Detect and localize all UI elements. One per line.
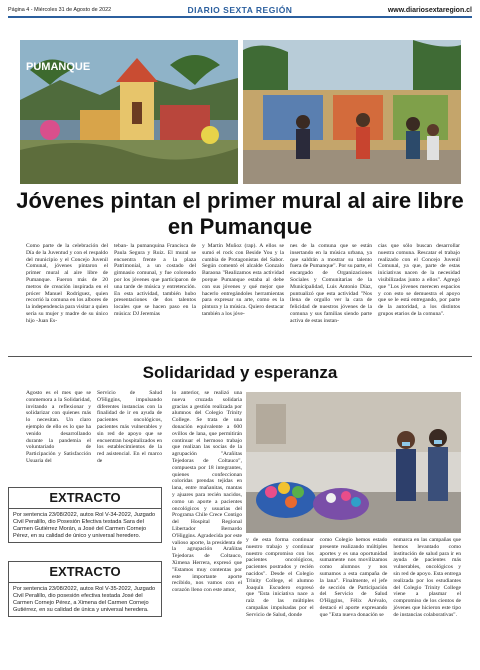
- painting-event-image: [243, 40, 461, 184]
- main-article-col-2: teban- la pumanquina Francisca de Paula Segura y Ruiz. El mural se encuentra frente a la plaza Patrimonial, a un costado del gimnasio comunal, y fue coloreado por los jóvenes que participaron de una tarde de música y entretención. En esta actividad, también hubo presentaciones de dos talentos locales que se hacen paso en la música: DJ Jeremías: [114, 243, 196, 317]
- extracto-notice-2: [8, 561, 162, 617]
- page-info: Página 4 - Miércoles 31 de Agosto de 2022: [8, 7, 112, 13]
- second-article-col-2: Servicio de Salud O'Higgins, impulsando diferentes instancias con la finalidad de ir en ayuda de pacientes oncológicos, pacientes más vulnerables y sin red de apoyo que se encuentran hospitalizados en los establecimientos de la red asistencial. En el marco de: [97, 390, 162, 464]
- donation-photo: [246, 392, 461, 533]
- main-article-col-1: Como parte de la celebración del Día de la Juventud y con el respaldo del municipio y el Concejo Juvenil Comunal, jóvenes pintaron el primer mural al aire libre de Pumanque. Fueron más de 20 metros de creación inspirada en el prócer Manuel Rodríguez, quien recorrió la comuna en los albores de la independencia para visitar a quien sería su mujer y madre de su único hijo -Juan Es-: [26, 243, 108, 324]
- donation-image: [246, 392, 461, 533]
- extracto-notice-1: [8, 487, 162, 543]
- mural-painted-text: PUMANQUE: [26, 61, 91, 73]
- painting-event-photo: [243, 40, 461, 184]
- page-header: [8, 4, 472, 18]
- notice-title: EXTRACTO: [9, 488, 161, 509]
- second-article-mid-col: [172, 390, 242, 635]
- second-headline: Solidaridad y esperanza: [142, 363, 338, 382]
- second-article-bottom-cols: [246, 537, 461, 635]
- notice-body: Por sentencia 23/08/2022, autos Rol V-35-2022, Juzgado Civil Peralillo, dio posesión efectiva testada José del Carmen Cornejo Pérez, a Ximena del Carmen Cornejo Gutiérrez, en su calidad de única y universal heredera.: [13, 586, 156, 613]
- section-divider: [8, 356, 472, 357]
- main-article-col-5: cias que sólo buscan desarrollar nuestra comuna. Rescatar el trabajo realizado con el Concejo Juvenil Comunal, ya que, parte de estas iniciativas nacen de la necesidad visibilizadas junto a ellos". Agregó que "Los jóvenes merecen espacios y con esto se demuestra el apoyo que se le está entregando, por parte de la autoridad, a los distintos grupos etarios de la comuna".: [378, 243, 460, 317]
- second-article-top-cols: [26, 390, 162, 475]
- second-article-col-4: y de esta forma continuar nuestro trabajo y continuar nuestro compromiso con los pacientes oncológicos, pacientes postrados y recién nacidos". Desde el Colegio Trinity College, el alumno Joaquín Escudero expresó que "Esta iniciativa nace a raíz de las múltiples campañas impulsadas por el Servicio de Salud, donde: [246, 537, 314, 618]
- second-article-col-3: lo anterior, se realizó una nueva cruzada solidaria gracias a gestión realizada por alumnos del Colegio Trinity College. Se trata de una donación equivalente a 600 ovillos de lana, que permitirán continuar el hermoso trabajo que realizan las socias de la agrupación "Arañitas Tejedoras de Coltauco", compuesta por 18 integrantes, quienes confeccionan coloridas prendas tejidas en lana, entre mañanitas, mantas y ajuares para recién nacidos, como un aporte a pacientes oncológicos y usuarias del Programa Chile Crece Contigo del Hospital Regional Libertador Bernardo O'Higgins. Agradecida por este valioso aporte, la presidenta de la agrupación Arañitas Tejedoras de Coltauco, Ximena Herrera, expresó que "Estamos muy contentas por este importante aporte recibido, nos vamos con el corazón lleno con este amor,: [172, 390, 242, 594]
- mural-image: [20, 40, 238, 184]
- notice-title: EXTRACTO: [9, 562, 161, 583]
- notice-body: Por sentencia 23/08/2022, autos Rol V-34-2022, Juzgado Civil Peralillo, dio Posesión Efectiva testada Sara del Carmen Gutiérrez Morán, a José del Carmen Cornejo Pérez, en su calidad de único y universal heredero.: [13, 512, 156, 539]
- main-article-body: [26, 243, 460, 333]
- second-article-col-6: enmarca en las campañas que hemos levantado como institución de salud para ir en ayuda de pacientes más vulnerables, oncológicos y sin red de apoyo. Esta entrega realizada por los estudiantes del Colegio Trinity College viene a plasmar el compromiso de los cientos de jóvenes que hicieron este tipo de instancias colaborativas".: [393, 537, 462, 618]
- second-article-col-5: como Colegio hemos estado presente realizando múltiples aportes y es una oportunidad sumamente nos movilizamos como alumnos y nos sumamos a esta campaña de la lana". Finalmente, el jefe de sección de Participación del Servicio de Salud O'Higgins, Félix Arévalo, destacó el aporte expresando que "Esta nueva donación se: [319, 537, 388, 618]
- mural-photo: [20, 40, 238, 184]
- second-article-col-1: Agosto es el mes que se conmemora a la Solidaridad, invitando a reflexionar y solidarizar con quienes más lo necesitan. Un claro ejemplo de ello es lo que ha venido desarrollando durante la pandemia el voluntariado de Participación y Satisfacción Usuaria del: [26, 390, 91, 464]
- main-headline: Jóvenes pintan el primer mural al aire libre en Pumanque: [16, 188, 464, 239]
- main-article-col-3: y Martín Muñoz (rap). A ellos se sumó el rock con Beside You y la cumbia de Protagonistas del Sabor. Según comentó el alcalde Gonzalo Baraona "Realizamos esta actividad porque Pumanque estaba al debe con sus jóvenes y qué mejor que hacerlo entregándoles herramientas para expresar su arte, como es la pintura y la música. Quiero destacar también a los jóve-: [202, 243, 284, 317]
- website-link[interactable]: www.diariosextaregion.cl: [387, 6, 472, 14]
- paper-name: DIARIO SEXTA REGIÓN: [187, 5, 293, 15]
- main-article-col-4: nes de la comuna que se están insertando en la música urbana, ya que saldrán a mostrar su talento fuera de Pumanque". Por su parte, el encargado de Organizaciones Sociales y Comunitarias de la Municipalidad, Luis Antonio Díaz, puntualizó que esta actividad "Nos llena de orgullo ver la cara de felicidad de nuestros jóvenes de la comuna y sus familias siendo parte activa de estas instan-: [290, 243, 372, 324]
